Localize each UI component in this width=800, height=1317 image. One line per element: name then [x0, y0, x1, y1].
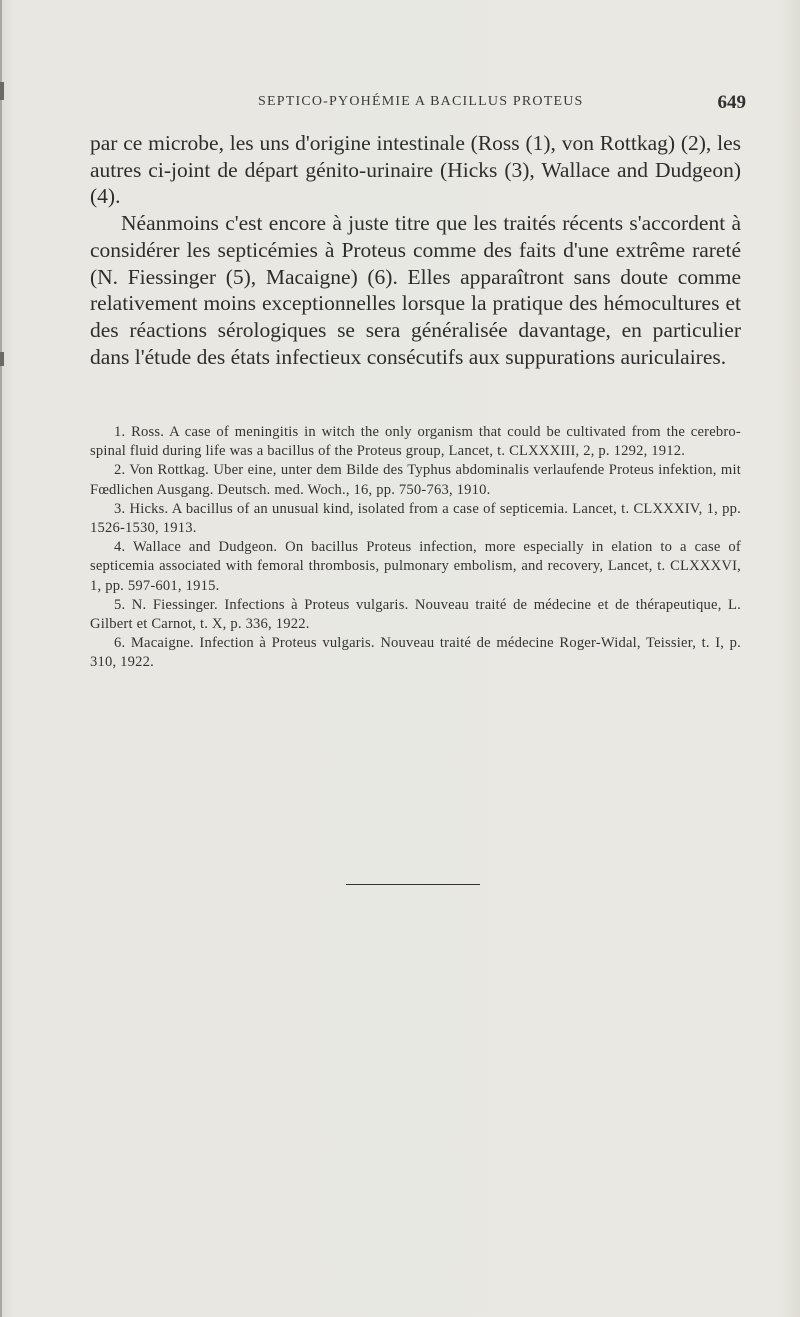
footnote: 4. Wallace and Dudgeon. On bacillus Proteus infection, more especially in elation to a case of septicemia associated with femoral thrombosis, pulmonary embolism, and recovery, Lancet, t. CLXXXVI, 1, pp. 597-601, 1915.	[90, 539, 741, 594]
binding-mark	[0, 352, 4, 366]
page-number: 649	[717, 92, 746, 113]
binding-edge	[0, 0, 2, 1317]
end-rule	[346, 884, 480, 885]
binding-mark	[0, 82, 4, 100]
footnote: 3. Hicks. A bacillus of an unusual kind, isolated from a case of septicemia. Lancet, t. CLXXXIV, 1, pp. 1526-1530, 1913.	[90, 500, 741, 537]
running-head: SEPTICO-PYOHÉMIE A BACILLUS PROTEUS	[258, 94, 584, 109]
main-text	[90, 130, 741, 370]
footnote: 2. Von Rottkag. Uber eine, unter dem Bilde des Typhus abdominalis verlaufende Proteus infektion, mit Fœdlichen Ausgang. Deutsch. med. Woch., 16, pp. 750-763, 1910.	[90, 462, 741, 498]
footnote: 1. Ross. A case of meningitis in witch the only organism that could be cultivated from the cerebro-spinal fluid during life was a bacillus of the Proteus group, Lancet, t. CLXXXIII, 2, p. 1292, 1912.	[90, 424, 741, 460]
footnote: 6. Macaigne. Infection à Proteus vulgaris. Nouveau traité de médecine Roger-Widal, Teissier, t. I, p. 310, 1922.	[90, 635, 741, 671]
footnotes	[90, 423, 741, 673]
page-header	[90, 92, 746, 116]
paragraph: Néanmoins c'est encore à juste titre que les traités récents s'accordent à considérer les septicémies à Proteus comme des faits d'une extrême rareté (N. Fiessinger (5), Macaigne) (6). Elles apparaîtront sans doute comme relativement moins exceptionnelles lorsque la pratique des hémocultures et des réactions sérologiques se sera généralisée davantage, en particulier dans l'étude des états infectieux consécutifs aux suppurations auriculaires.	[90, 211, 741, 369]
paragraph: par ce microbe, les uns d'origine intestinale (Ross (1), von Rottkag) (2), les autres ci-joint de départ génito-urinaire (Hicks (3), Wallace and Dudgeon) (4).	[90, 131, 741, 209]
footnote: 5. N. Fiessinger. Infections à Proteus vulgaris. Nouveau traité de médecine et de thérapeutique, L. Gilbert et Carnot, t. X, p. 336, 1922.	[90, 596, 741, 633]
